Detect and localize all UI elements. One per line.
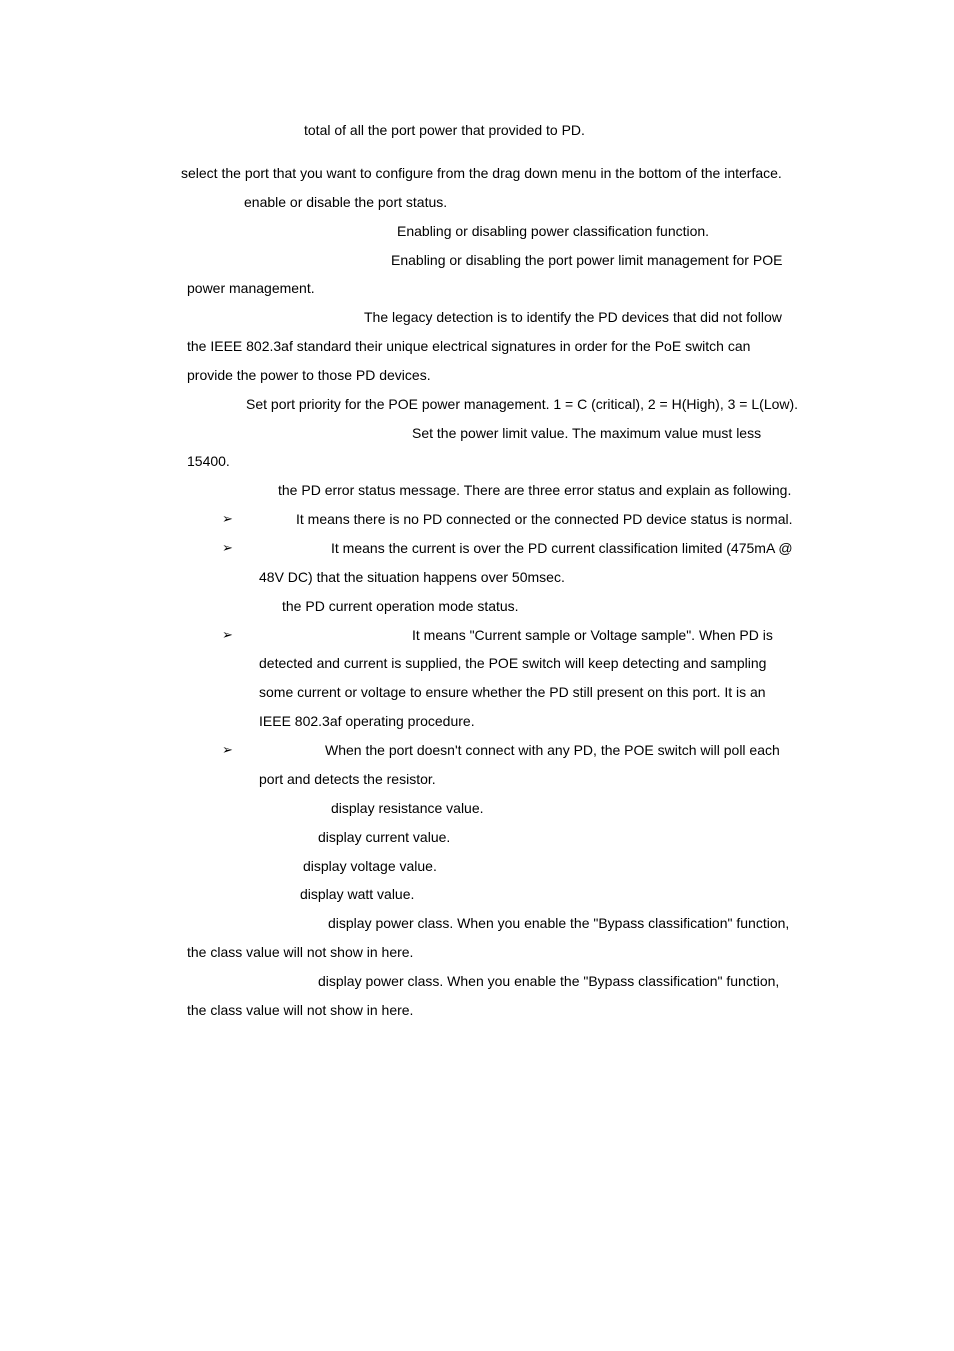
port-status-text: enable or disable the port status. [244, 194, 448, 210]
priority-text: Set port priority for the POE power management. 1 = C (critical), 2 = H(High), 3 = L(Low). [246, 396, 799, 412]
error-bullet-2-line-1: It means the current is over the PD current classification limited (475mA @ [331, 540, 793, 556]
bullet-arrow-icon: ➢ [222, 511, 233, 526]
bullet-arrow-icon: ➢ [222, 627, 233, 642]
mode-bullet-1-line-4: IEEE 802.3af operating procedure. [259, 713, 475, 729]
mode-bullet-2-line-2: port and detects the resistor. [259, 771, 436, 787]
class-1-line-1: display power class. When you enable the "Bypass classification" function, [328, 915, 790, 931]
mode-bullet-1-line-2: detected and current is supplied, the POE switch will keep detecting and sampling [259, 655, 767, 671]
power-limit-value-line-2: 15400. [187, 453, 230, 469]
total-power-text: total of all the port power that provided to PD. [304, 122, 585, 138]
class-1-line-2: the class value will not show in here. [187, 944, 414, 960]
mode-bullet-1-line-1: It means "Current sample or Voltage sample". When PD is [412, 627, 773, 643]
class-2-line-2: the class value will not show in here. [187, 1002, 414, 1018]
current-text: display current value. [318, 829, 451, 845]
power-classification-text: Enabling or disabling power classification function. [397, 223, 710, 239]
mode-bullet-2-line-1: When the port doesn't connect with any PD, the POE switch will poll each [325, 742, 780, 758]
resistance-text: display resistance value. [331, 800, 484, 816]
error-status-text: the PD error status message. There are three error status and explain as following. [278, 482, 792, 498]
error-bullet-1-text: It means there is no PD connected or the connected PD device status is normal. [296, 511, 793, 527]
watt-text: display watt value. [300, 886, 415, 902]
power-limit-mgmt-line-1: Enabling or disabling the port power limit management for POE [391, 252, 783, 268]
error-bullet-2-line-2: 48V DC) that the situation happens over 50msec. [259, 569, 565, 585]
power-limit-value-line-1: Set the power limit value. The maximum value must less [412, 425, 762, 441]
power-limit-mgmt-line-2: power management. [187, 280, 315, 296]
voltage-text: display voltage value. [303, 858, 437, 874]
bullet-arrow-icon: ➢ [222, 742, 233, 757]
select-port-text: select the port that you want to configure from the drag down menu in the bottom of the interface. [181, 165, 782, 181]
legacy-detection-line-2: the IEEE 802.3af standard their unique electrical signatures in order for the PoE switch can [187, 338, 751, 354]
operation-mode-text: the PD current operation mode status. [282, 598, 519, 614]
mode-bullet-1-line-3: some current or voltage to ensure whether the PD still present on this port. It is an [259, 684, 766, 700]
legacy-detection-line-3: provide the power to those PD devices. [187, 367, 431, 383]
legacy-detection-line-1: The legacy detection is to identify the PD devices that did not follow [364, 309, 782, 325]
class-2-line-1: display power class. When you enable the "Bypass classification" function, [318, 973, 780, 989]
bullet-arrow-icon: ➢ [222, 540, 233, 555]
